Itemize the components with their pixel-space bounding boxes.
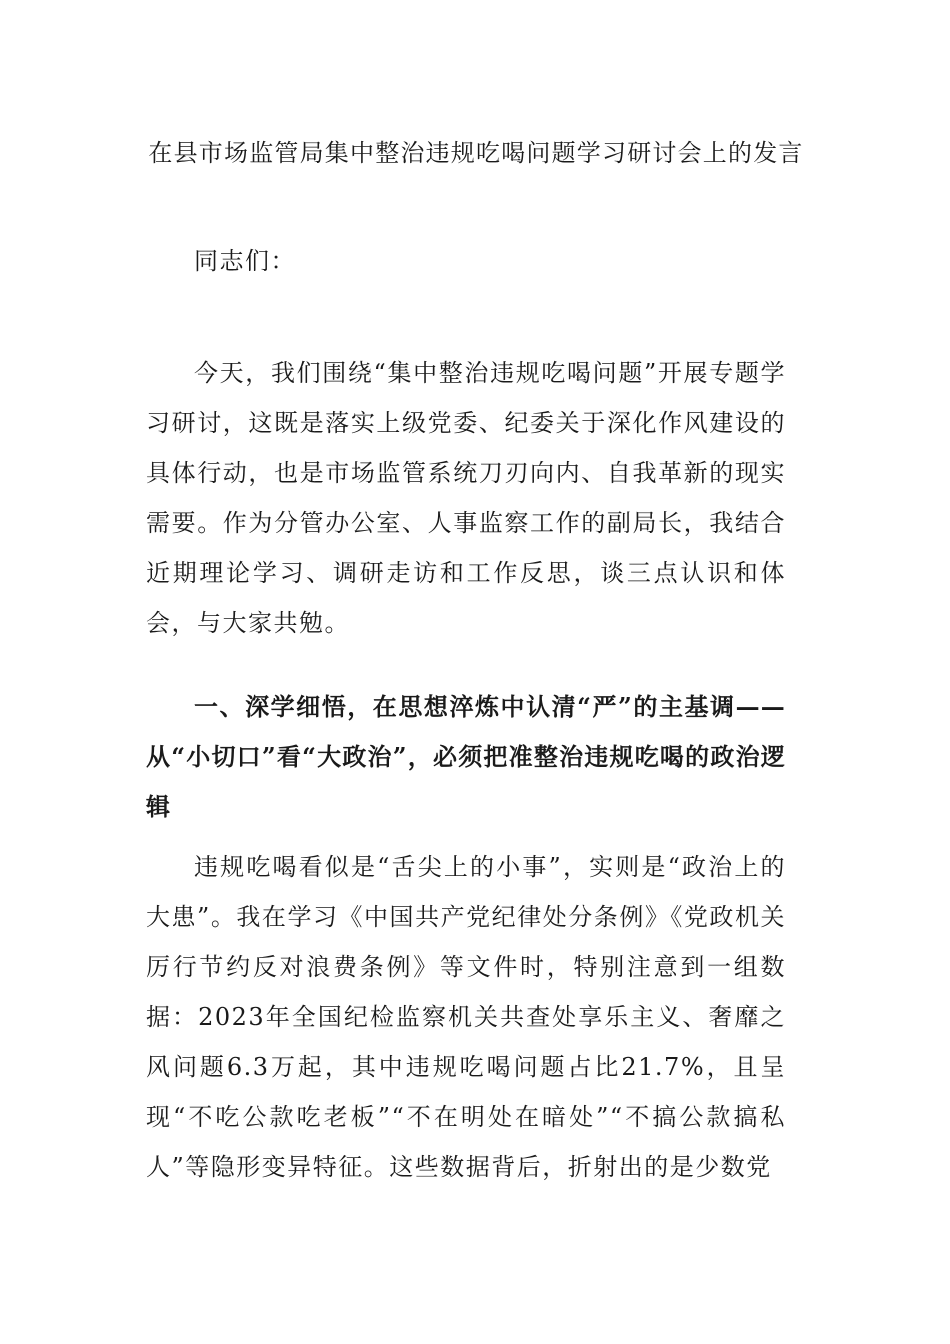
section-heading-1: 一、深学细悟，在思想淬炼中认清“严”的主基调——从“小切口”看“大政治”，必须把准整治违规吃喝的政治逻辑: [146, 692, 786, 821]
document-title: 在县市场监管局集中整治违规吃喝问题学习研讨会上的发言: [148, 139, 804, 167]
section-body-1: 违规吃喝看似是“舌尖上的小事”，实则是“政治上的大患”。我在学习《中国共产党纪律处分条例》《党政机关厉行节约反对浪费条例》等文件时，特别注意到一组数据：2023年全国纪检监察机关共查处享乐主义、奢靡之风问题6.3万起，其中违规吃喝问题占比21.7%，且呈现“不吃公款吃老板”“不在明处在暗处”“不搞公款搞私人”等隐形变异特征。这些数据背后，折射出的是少数党: [146, 853, 786, 1181]
salutation: 同志们：: [194, 247, 296, 275]
intro-paragraph: 今天，我们围绕“集中整治违规吃喝问题”开展专题学习研讨，这既是落实上级党委、纪委关于深化作风建设的具体行动，也是市场监管系统刀刃向内、自我革新的现实需要。作为分管办公室、人事监察工作的副局长，我结合近期理论学习、调研走访和工作反思，谈三点认识和体会，与大家共勉。: [146, 359, 786, 637]
